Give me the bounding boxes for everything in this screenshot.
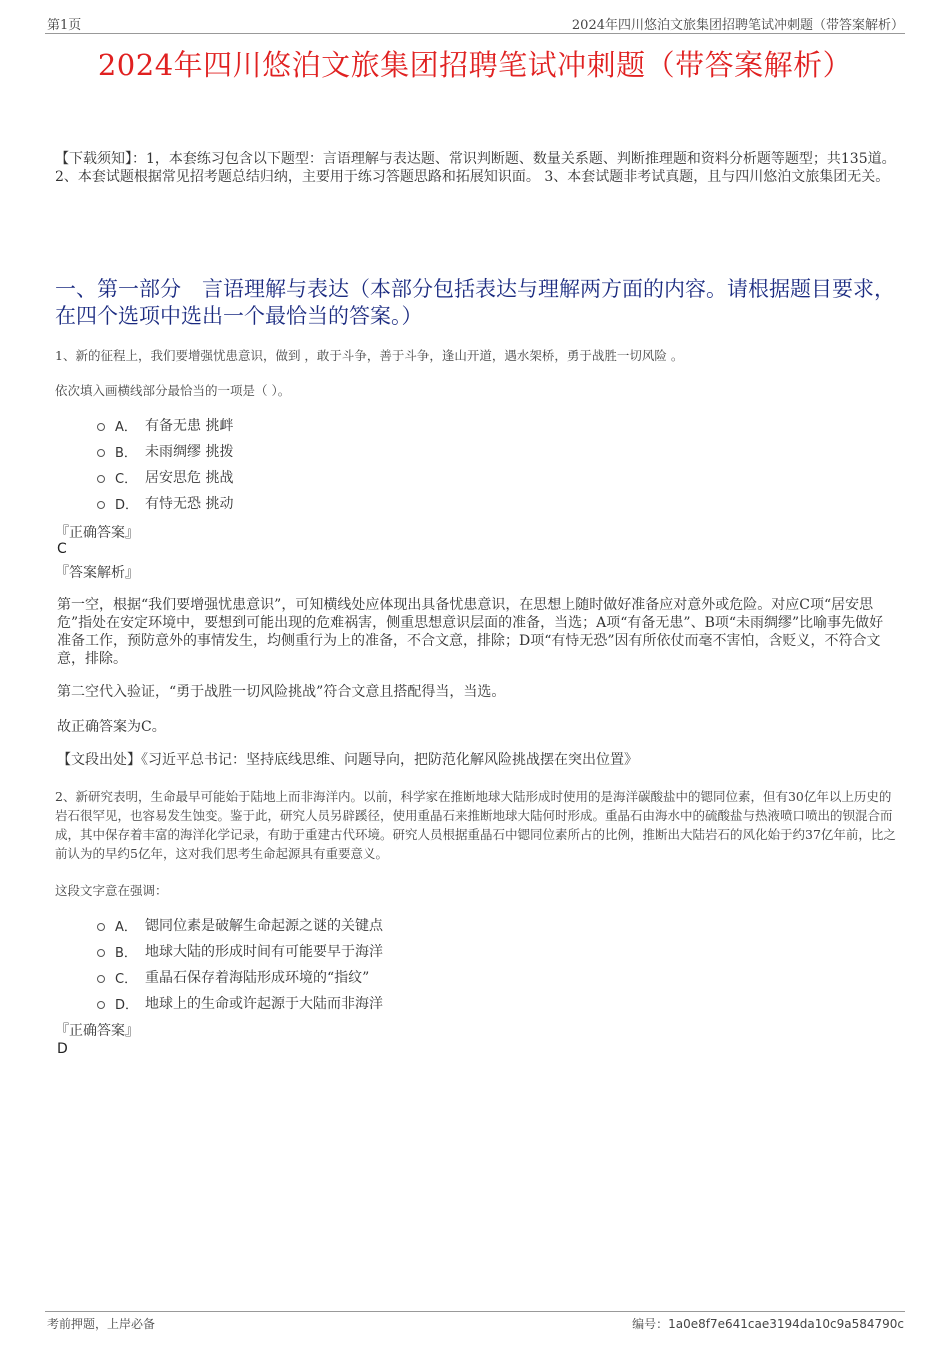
analysis-paragraph-2: 第二空代入验证，“勇于战胜一切风险挑战”符合文意且搭配得当，当选。 <box>57 684 506 700</box>
footer-divider <box>45 1311 905 1312</box>
option-a[interactable]: A． 有备无患 挑衅 <box>97 412 233 438</box>
analysis-paragraph-3: 故正确答案为C。 <box>57 719 166 735</box>
question-1-prompt: 依次填入画横线部分最恰当的一项是（ ）。 <box>55 383 291 398</box>
radio-icon[interactable] <box>97 475 105 483</box>
footer-slogan: 考前押题，上岸必备 <box>47 1317 156 1331</box>
document-id: 编号：1a0e8f7e641cae3194da10c9a584790c <box>632 1317 904 1331</box>
question-2-text: 2、新研究表明，生命最早可能始于陆地上而非海洋内。以前，科学家在推断地球大陆形成时使用的是海洋碳酸盐中的锶同位素，但有30亿年以上历史的岩石很罕见，也容易发生蚀变。鉴于此，研究人员另辟蹊径，使用重晶石来推断地球大陆何时形成。重晶石由海水中的硫酸盐与热液喷口喷出的钡混合而成，其中保存着丰富的海洋化学记录，有助于重建古代环境。研究人员根据重晶石中锶同位素所占的比例，推断出大陆岩石的风化始于约37亿年前，比之前认为的早约5亿年，这对我们思考生命起源具有重要意义。 <box>55 789 896 861</box>
question-1-options <box>97 412 233 516</box>
answer-2: D <box>57 1041 68 1057</box>
document-title: 2024年四川悠泊文旅集团招聘笔试冲刺题（带答案解析） <box>97 48 853 82</box>
header-divider <box>45 33 905 34</box>
option-b[interactable]: B． 地球大陆的形成时间有可能要早于海洋 <box>97 938 383 964</box>
radio-icon[interactable] <box>97 423 105 431</box>
question-1-text: 1、新的征程上，我们要增强忧患意识，做到 ，敢于斗争，善于斗争，逢山开道，遇水架桥，勇于战胜一切风险 。 <box>55 348 684 363</box>
page-number: 第1页 <box>47 18 82 33</box>
option-a[interactable]: A． 锶同位素是破解生命起源之谜的关键点 <box>97 912 383 938</box>
radio-icon[interactable] <box>97 1001 105 1009</box>
option-d[interactable]: D． 有恃无恐 挑动 <box>97 490 233 516</box>
question-2-options <box>97 912 383 1016</box>
radio-icon[interactable] <box>97 501 105 509</box>
option-c[interactable]: C． 居安思危 挑战 <box>97 464 233 490</box>
option-b[interactable]: B． 未雨绸缪 挑拨 <box>97 438 233 464</box>
answer-label-2: 『正确答案』 <box>55 1023 139 1039</box>
analysis-paragraph-1: 第一空，根据“我们要增强忧患意识”，可知横线处应体现出具备忧患意识，在思想上随时做好准备应对意外或危险。对应C项“居安思危”指处在安定环境中，要想到可能出现的危难祸害，侧重思想意识层面的准备，当选；A项“有备无患”、B项“未雨绸缪”比喻事先做好准备工作，预防意外的事情发生，均侧重行为上的准备，不合文意，排除；D项“有恃无恐”因有所依仗而毫不害怕，含贬义，不符合文意，排除。 <box>57 597 884 667</box>
running-header-title: 2024年四川悠泊文旅集团招聘笔试冲刺题（带答案解析） <box>571 18 904 33</box>
source-citation: 【文段出处】《习近平总书记：坚持底线思维、问题导向，把防范化解风险挑战摆在突出位置》 <box>57 752 638 768</box>
option-c[interactable]: C． 重晶石保存着海陆形成环境的“指纹” <box>97 964 383 990</box>
analysis-label-1: 『答案解析』 <box>55 565 139 581</box>
question-2-prompt: 这段文字意在强调： <box>55 883 168 898</box>
option-d[interactable]: D． 地球上的生命或许起源于大陆而非海洋 <box>97 990 383 1016</box>
answer-1: C <box>57 541 67 557</box>
download-notice: 【下载须知】：1，本套练习包含以下题型：言语理解与表达题、常识判断题、数量关系题、判断推理题和资料分析题等题型；共135道。 2、本套试题根据常见招考题总结归纳，主要用于练习答题思路和拓展知识面。 3、本套试题非考试真题，且与四川悠泊文旅集团无关。 <box>55 151 896 185</box>
radio-icon[interactable] <box>97 449 105 457</box>
radio-icon[interactable] <box>97 949 105 957</box>
radio-icon[interactable] <box>97 923 105 931</box>
radio-icon[interactable] <box>97 975 105 983</box>
section-heading: 一、第一部分 言语理解与表达（本部分包括表达与理解两方面的内容。请根据题目要求，在四个选项中选出一个最恰当的答案。） <box>55 277 895 328</box>
answer-label-1: 『正确答案』 <box>55 525 139 541</box>
